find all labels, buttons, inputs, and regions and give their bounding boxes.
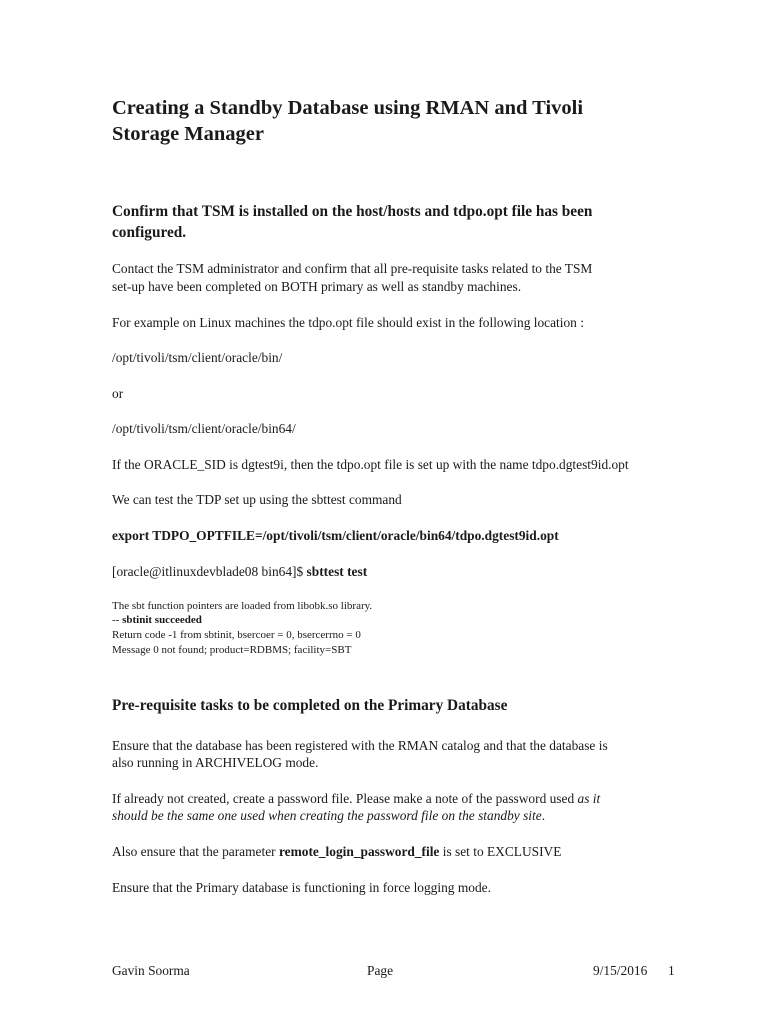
sbttest-intro-paragraph: We can test the TDP set up using the sbttest command (112, 492, 402, 507)
tsm-contact-paragraph-line-1: Contact the TSM administrator and confirm that all pre-requisite tasks related to the TSM (112, 261, 593, 276)
rman-catalog-paragraph-line-1: Ensure that the database has been registered with the RMAN catalog and that the database is (112, 738, 608, 753)
footer-date: 9/15/2016 (593, 963, 648, 978)
password-file-italic-note-continued: should be the same one used when creating the password file on the standby site (112, 808, 542, 823)
password-file-italic-note: as it (577, 791, 601, 806)
remote-login-suffix: is set to EXCLUSIVE (439, 844, 562, 859)
password-file-paragraph-line-1 (112, 790, 600, 808)
footer-author: Gavin Soorma (112, 963, 190, 978)
footer-page-label: Page (367, 963, 394, 978)
sbttest-output-line-4: Message 0 not found; product=RDBMS; facility=SBT (112, 644, 352, 656)
or-text: or (112, 386, 124, 401)
remote-login-parameter: remote_login_password_file (278, 844, 440, 859)
shell-command-line (112, 563, 367, 581)
password-file-text: If already not created, create a password file. Please make a note of the password used (112, 791, 578, 806)
section-1-heading-line-1: Confirm that TSM is installed on the host/hosts and tdpo.opt file has been (112, 203, 593, 220)
force-logging-paragraph: Ensure that the Primary database is functioning in force logging mode. (112, 880, 491, 895)
document-title-line-1: Creating a Standby Database using RMAN and Tivoli (112, 97, 584, 119)
tsm-contact-paragraph-line-2: set-up have been completed on BOTH primary as well as standby machines. (112, 279, 522, 294)
section-2-heading: Pre-requisite tasks to be completed on the Primary Database (112, 697, 508, 714)
remote-login-prefix: Also ensure that the parameter (112, 844, 279, 859)
shell-prompt: [oracle@itlinuxdevblade08 bin64]$ (112, 564, 307, 579)
period: . (541, 808, 546, 823)
export-command: export TDPO_OPTFILE=/opt/tivoli/tsm/client/oracle/bin64/tdpo.dgtest9id.opt (112, 528, 559, 543)
section-1-heading-line-2: configured. (112, 224, 187, 241)
sbttest-output-line-2 (112, 613, 202, 627)
tdpo-path-bin64: /opt/tivoli/tsm/client/oracle/bin64/ (112, 421, 296, 436)
output-dash: -- (112, 614, 123, 626)
tdpo-location-paragraph: For example on Linux machines the tdpo.opt file should exist in the following location : (112, 315, 584, 330)
rman-catalog-paragraph-line-2: also running in ARCHIVELOG mode. (112, 755, 319, 770)
oracle-sid-paragraph: If the ORACLE_SID is dgtest9i, then the tdpo.opt file is set up with the name tdpo.dgtest9id.opt (112, 457, 629, 472)
tdpo-path-bin: /opt/tivoli/tsm/client/oracle/bin/ (112, 350, 283, 365)
sbttest-output-line-3: Return code -1 from sbtinit, bsercoer = 0, bsercerrno = 0 (112, 629, 361, 641)
sbtinit-succeeded-text: sbtinit succeeded (122, 614, 202, 626)
remote-login-paragraph (112, 843, 561, 861)
password-file-paragraph-line-2 (112, 807, 545, 825)
footer-page-number: 1 (668, 963, 675, 978)
sbttest-output-line-1: The sbt function pointers are loaded from libobk.so library. (112, 600, 373, 612)
sbttest-command: sbttest test (306, 564, 368, 579)
document-title-line-2: Storage Manager (112, 123, 264, 145)
